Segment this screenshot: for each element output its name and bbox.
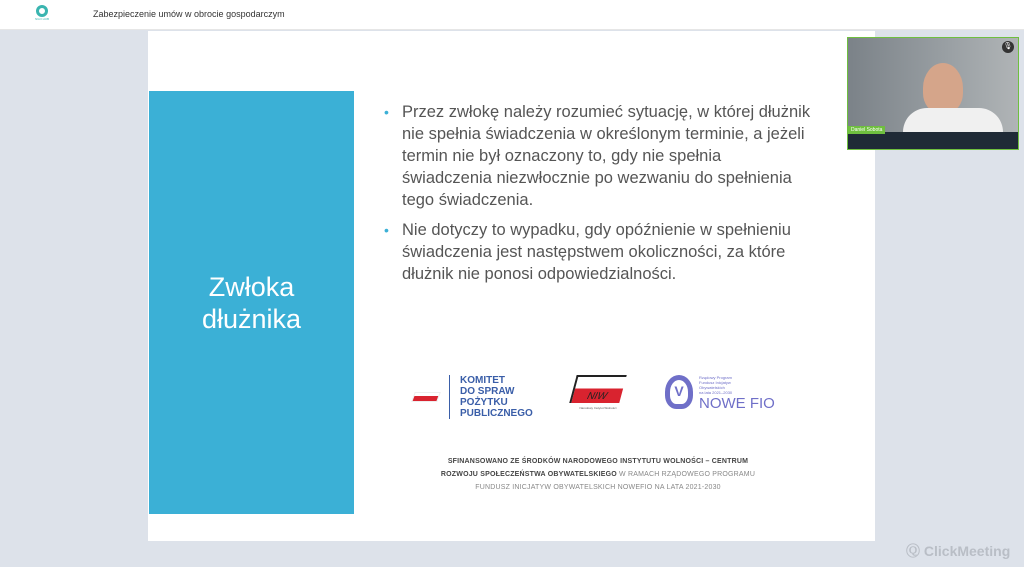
- microphone-icon[interactable]: 🎙: [1002, 41, 1014, 53]
- presenter-name: Daniel Sobota: [848, 126, 885, 134]
- presenter-webcam[interactable]: [847, 37, 1019, 150]
- bullet-item: • Nie dotyczy to wypadku, gdy opóźnienie w spełnieniu świadczenia jest następstwem okoliczności, za które dłużnik nie ponosi odpowiedzialności.: [384, 219, 814, 285]
- sponsor-logos: [413, 371, 813, 431]
- niw-logo: NIW Narodowy Instytut Wolności: [573, 375, 623, 410]
- slide-heading: Zwłoka dłużnika: [201, 271, 302, 334]
- webcam-video: [848, 38, 1018, 132]
- webinar-title: Zabezpieczenie umów w obrocie gospodarczym: [93, 9, 285, 19]
- top-bar: [0, 0, 1024, 30]
- ngo-hub-logo[interactable]: NGO HUB: [34, 5, 50, 25]
- komitet-logo: KOMITET DO SPRAW POŻYTKU PUBLICZNEGO: [413, 375, 533, 419]
- nowe-fio-logo: V Rządowy Program Fundusz Inicjatyw Obywatelskich na lata 2021–2030 NOWE FIO: [665, 375, 775, 412]
- lightbulb-icon: V: [665, 375, 693, 409]
- clickmeeting-watermark: Ⓠ ClickMeeting: [906, 543, 1011, 559]
- bullet-list: [384, 101, 814, 293]
- flag-icon: [411, 392, 441, 402]
- slide-heading-box: [149, 91, 354, 514]
- bullet-item: • Przez zwłokę należy rozumieć sytuację, w której dłużnik nie spełnia świadczenia w określonym terminie, a jeżeli termin nie był oznaczony to, gdy nie spełnia świadczenia niezwłocznie po wezwaniu do spełnienia tego świadczenia.: [384, 101, 814, 211]
- funding-note: SFINANSOWANO ZE ŚRODKÓW NARODOWEGO INSTYTUTU WOLNOŚCI – CENTRUM ROZWOJU SPOŁECZEŃSTWA OBYWATELSKIEGO W RAMACH RZĄDOWEGO PROGRAMU FUNDUSZ INICJATYW OBYWATELSKICH NOWEFIO NA LATA 2021-2030: [440, 458, 756, 491]
